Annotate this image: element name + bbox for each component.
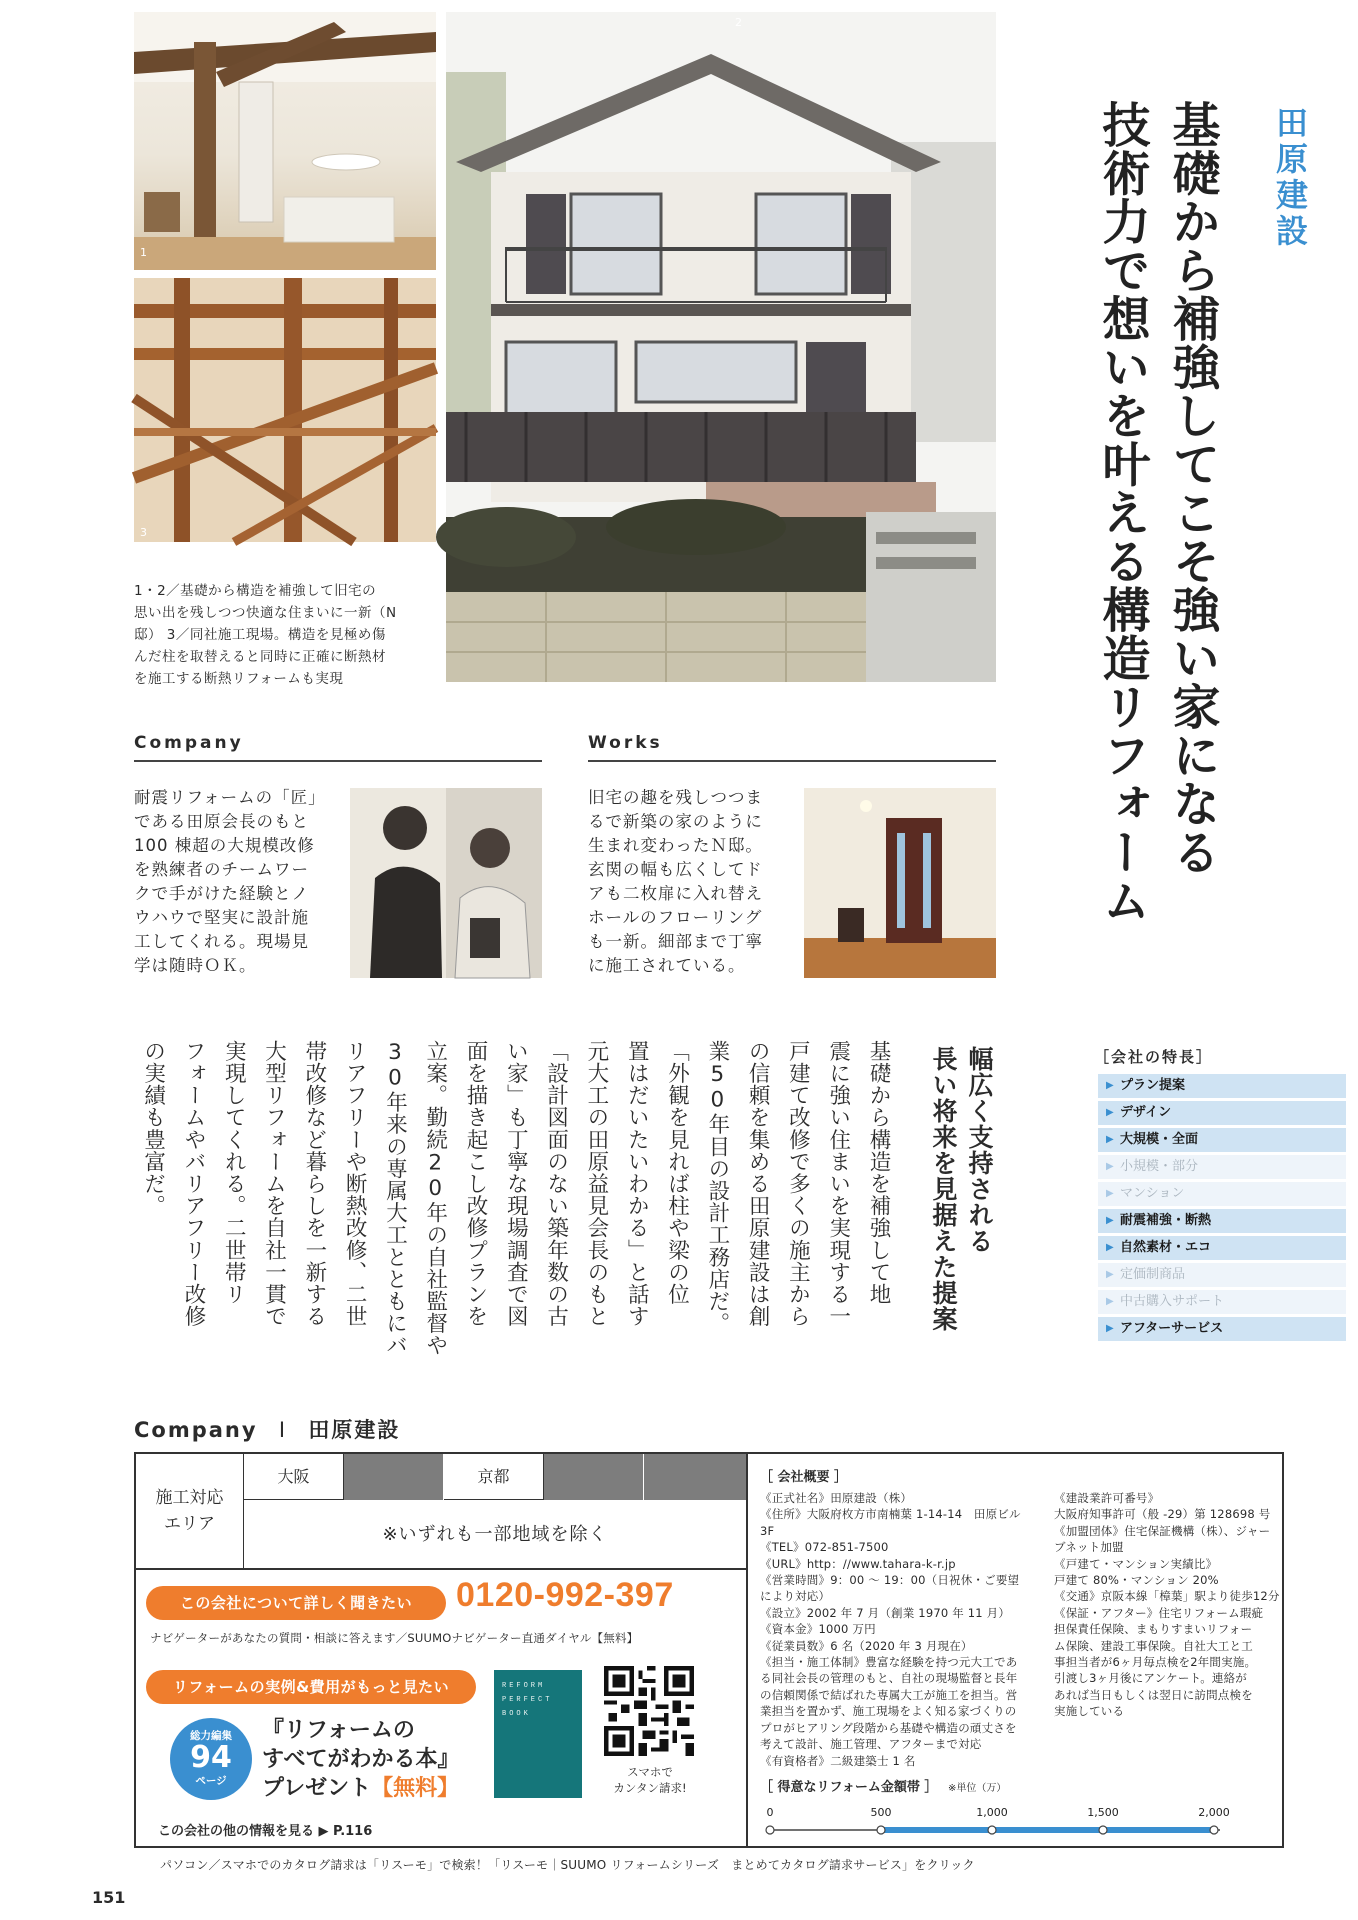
feature-item: ▶ 中古購入サポート [1098,1290,1346,1314]
area-pref-kyoto: 京都 [444,1454,544,1500]
headline-line-2: 技術力で想いを叶える構造リフォーム [1094,100,1150,925]
article-body [134,1040,898,1380]
interior-photo [134,12,436,270]
price-range-title [760,1776,1006,1795]
company-bar-name: 田原建設 [308,1418,401,1442]
article-line: リアフリーや断熱改修、二世 [342,1040,368,1328]
profile-line: 《戸建て・マンション実績比》 [1054,1556,1218,1571]
company-section-text [134,786,344,978]
article-line: 元大工の田原益見会長のもと [583,1040,609,1328]
qr-caption-line-2: カンタン請求! [613,1781,687,1795]
photo-number-3: 3 [140,526,147,539]
price-tick-label: 1,000 [976,1806,1008,1819]
company-bar-separator: I [278,1418,288,1442]
feature-item: ▶ アフターサービス [1098,1317,1346,1341]
book-cover-line: BOOK [502,1710,531,1718]
feature-item: ▶ 自然素材・エコ [1098,1236,1346,1260]
price-tick-label: 1,500 [1087,1806,1119,1819]
book-line-3 [262,1774,460,1803]
entrance-door-photo [804,788,996,978]
qr-caption [600,1764,700,1796]
text-line: を熟練者のチームワー [134,860,309,879]
text-line: 玄関の幅も広くしてド [588,860,763,879]
article-line: 基礎から構造を補強して地 [866,1040,891,1306]
badge-top: 総力編集 [190,1730,232,1742]
article-line: い家」も丁寧な現場調査で図 [503,1040,529,1328]
book-cover-line: REFORM [502,1682,546,1690]
see-more-pill[interactable]: リフォームの実例&費用がもっと見たい [146,1670,476,1704]
subheading-line-2: 長い将来を見据えた提案 [929,1046,958,1332]
text-line: 旧宅の趣を残しつつま [588,788,763,807]
article-line: 戸建て改修で多くの施主から [785,1040,811,1328]
book-free-label: 【無料】 [371,1776,460,1801]
article-line: 「設計図面のない築年数の古 [543,1040,569,1328]
profile-line: プロがヒアリング段階から基礎や構造の頑丈さを [760,1720,1017,1735]
book-present-label: プレゼント [262,1776,372,1801]
caption-line: 思い出を残しつつ快適な住まいに一新（N [134,605,397,621]
area-label-line-2: エリア [164,1514,215,1534]
profile-right-column [1054,1490,1280,1720]
subheading-line-1: 幅広く支持される [965,1046,994,1254]
ask-company-pill[interactable]: この会社について詳しく聞きたい [146,1586,446,1620]
profile-line: ム保険、建設工事保険。自社大工と工 [1054,1638,1253,1653]
article-line: 震に強い住まいを実現する一 [825,1040,851,1328]
qr-code[interactable] [604,1666,694,1756]
caption-line: 1・2／基礎から構造を補強して旧宅の [134,583,377,599]
price-range-unit: ※単位（万） [947,1783,1007,1794]
house-exterior-photo [446,12,996,682]
book-cover [494,1670,582,1798]
price-tick-marker [1099,1826,1107,1834]
profile-line: により対応） [760,1589,831,1604]
profile-line: あれば当日もしくは翌日に訪問点検を [1054,1687,1253,1702]
feature-item: ▶ 大規模・全面 [1098,1128,1346,1152]
area-pref-empty [344,1454,444,1500]
price-tick-label: 0 [766,1806,774,1819]
photo-caption [134,580,444,690]
feature-item: ▶ マンション [1098,1182,1346,1206]
profile-line: 《交通》京阪本線「樟葉」駅より徒歩12分 [1054,1589,1280,1604]
profile-line: 引渡し3ヶ月後にアンケート。連絡が [1054,1671,1247,1686]
feature-item: ▶ デザイン [1098,1101,1346,1125]
book-present-text [262,1716,460,1803]
text-line: である田原会長のもと [134,812,309,831]
features-list [1098,1074,1346,1350]
features-title: ［会社の特長］ [1094,1048,1214,1066]
feature-item: ▶ 耐震補強・断熱 [1098,1209,1346,1233]
article-line: 帯改修など暮らしを一新する [301,1040,327,1328]
caption-line: 邸） 3／同社施工現場。構造を見極め傷 [134,627,386,643]
area-pref-osaka: 大阪 [244,1454,344,1500]
profile-line: 戸建て 80%・マンション 20% [1054,1573,1219,1588]
text-line: 100 棟超の大規模改修 [134,836,315,855]
text-line: 工してくれる。現場見 [134,932,309,951]
footer-note: パソコン／スマホでのカタログ請求は「リスーモ」で検索！「リスーモ｜SUUMO リフォームシリーズ まとめてカタログ請求サービス」をクリック [160,1858,975,1872]
area-pref-empty [544,1454,644,1500]
price-range-svg [764,1800,1230,1844]
price-tick-marker [766,1826,774,1834]
profile-line: 《設立》2002 年 7 月（創業 1970 年 11 月） [760,1605,1011,1620]
price-range-label: ［ 得意なリフォーム金額帯 ］ [760,1780,938,1795]
profile-line: 《資本金》1000 万円 [760,1622,876,1637]
profile-line: 担保責任保険、まもりすまいリフォー [1054,1622,1253,1637]
area-note: ※いずれも一部地域を除く [244,1500,746,1570]
article-line: 面を描き起こし改修プランを [463,1040,489,1328]
company-section-rule [134,760,542,762]
profile-line: 《営業時間》9：00 ～ 19：00（日祝休・ご要望 [760,1573,1020,1588]
text-line: 耐震リフォームの「匠」 [134,788,326,807]
article-line: フォームやバリアフリー改修 [180,1040,206,1328]
article-line: 立案。勤続20年の自社監督や [422,1040,448,1357]
price-tick-marker [988,1826,996,1834]
company-label: 田原建設 [1271,106,1309,250]
profile-line: 《建設業許可番号》 [1054,1491,1160,1505]
photo-number-2: 2 [735,16,742,29]
feature-item: ▶ 小規模・部分 [1098,1155,1346,1179]
article-line: の実績も豊富だ。 [140,1040,166,1217]
text-line: 生まれ変わったＮ邸。 [588,836,763,855]
profile-line: 《住所》大阪府枚方市南楠葉 1-14-14 田原ビル3F [760,1507,1021,1538]
area-label-line-1: 施工対応 [155,1488,224,1508]
profile-left-column [760,1490,1032,1769]
info-box-divider [746,1452,748,1848]
price-tick-marker [877,1826,885,1834]
article-line: 30年来の専属大工とともにバ [382,1040,408,1357]
pages-badge [170,1718,252,1800]
company-section-title: Company [134,733,244,753]
feature-item: ▶ プラン提案 [1098,1074,1346,1098]
construction-photo [134,278,436,542]
article-line: の信頼を集める田原建設は創 [745,1040,771,1328]
price-range-scale [764,1800,1230,1844]
craftsmen-photo [350,788,542,978]
company-bar [134,1414,400,1444]
area-pref-empty [644,1454,746,1500]
article-line: 置はだいたいわかる」と話す [624,1040,650,1328]
price-tick-marker [1210,1826,1218,1834]
price-tick-label: 500 [870,1806,892,1819]
profile-line: 《担当・施工体制》豊富な経験を持つ元大工であ [760,1655,1018,1670]
text-line: るで新築の家のように [588,812,763,831]
article-line: 大型リフォームを自社一貫で [261,1040,287,1328]
profile-line: 《保証・アフター》住宅リフォーム瑕疵 [1054,1605,1264,1620]
qr-caption-line-1: スマホで [627,1765,673,1779]
article-line: 実現してくれる。二世帯リ [221,1040,247,1306]
profile-title: ［ 会社概要 ］ [760,1470,848,1485]
works-section-text [588,786,798,978]
navigator-note: ナビゲーターがあなたの質問・相談に答えます／SUUMOナビゲーター直通ダイヤル【無料】 [150,1631,639,1645]
article-line: 「外観を見れば柱や梁の位 [664,1040,690,1306]
profile-line: 《加盟団体》住宅保証機構（株）、ジャー [1054,1523,1271,1538]
profile-line: 《TEL》072-851-7500 [760,1540,889,1555]
works-section-title: Works [588,733,663,753]
page-number: 151 [92,1888,126,1907]
photo-number-1: 1 [140,246,147,259]
badge-unit: ページ [195,1775,227,1787]
book-cover-line: PERFECT [502,1696,553,1704]
text-line: 学は随時ＯＫ。 [134,956,257,975]
price-tick-label: 2,000 [1198,1806,1230,1819]
feature-item: ▶ 定価制商品 [1098,1263,1346,1287]
company-bar-label: Company [134,1418,258,1442]
works-section-rule [588,760,996,762]
profile-line: る同社会長の管理のもと、自社の現場監督と長年 [760,1671,1018,1686]
profile-line: 《正式社名》田原建設（株） [760,1491,913,1505]
area-label-cell [136,1454,244,1570]
profile-line: の信頼関係で結ばれた専属大工が施工を担当。営 [760,1687,1018,1702]
text-line: も一新。細部まで丁寧 [588,932,763,951]
book-line-2: すべてがわかる本』 [262,1747,460,1772]
text-line: ウハウで堅実に設計施 [134,908,309,927]
profile-line: 大阪府知事許可（般 -29）第 128698 号 [1054,1507,1271,1522]
profile-line: 考えて設計、施工管理、アフターまで対応 [760,1737,982,1752]
profile-line: 《有資格者》二級建築士 1 名 [760,1753,916,1768]
profile-line: 《従業員数》6 名（2020 年 3 月現在） [760,1638,973,1653]
text-line: クで手がけた経験とノ [134,884,309,903]
profile-line: 業担当を置かず、施工現場をよく知る家づくりの [760,1704,1017,1719]
headline-line-1: 基礎から補強してこそ強い家になる [1164,100,1220,876]
text-line: に施工されている。 [588,956,746,975]
profile-line: 実施している [1054,1704,1125,1719]
profile-line: ブネット加盟 [1054,1540,1124,1555]
phone-number[interactable]: 0120-992-397 [456,1576,674,1614]
text-line: ホールのフローリング [588,908,763,927]
badge-number: 94 [190,1740,232,1775]
more-info-link[interactable]: この会社の他の情報を見る ▶ P.116 [158,1824,373,1839]
text-line: アも二枚扉に入れ替え [588,884,763,903]
article-line: 業50年目の設計工務店だ。 [704,1040,730,1335]
profile-line: 事担当者が6ヶ月毎点検を2年間実施。 [1054,1655,1257,1670]
profile-line: 《URL》http：//www.tahara-k-r.jp [760,1556,956,1571]
caption-line: んだ柱を取替えると同時に正確に断熱材 [134,649,386,665]
book-line-1: 『リフォームの [262,1718,415,1743]
caption-line: を施工する断熱リフォームも実現 [134,671,344,687]
